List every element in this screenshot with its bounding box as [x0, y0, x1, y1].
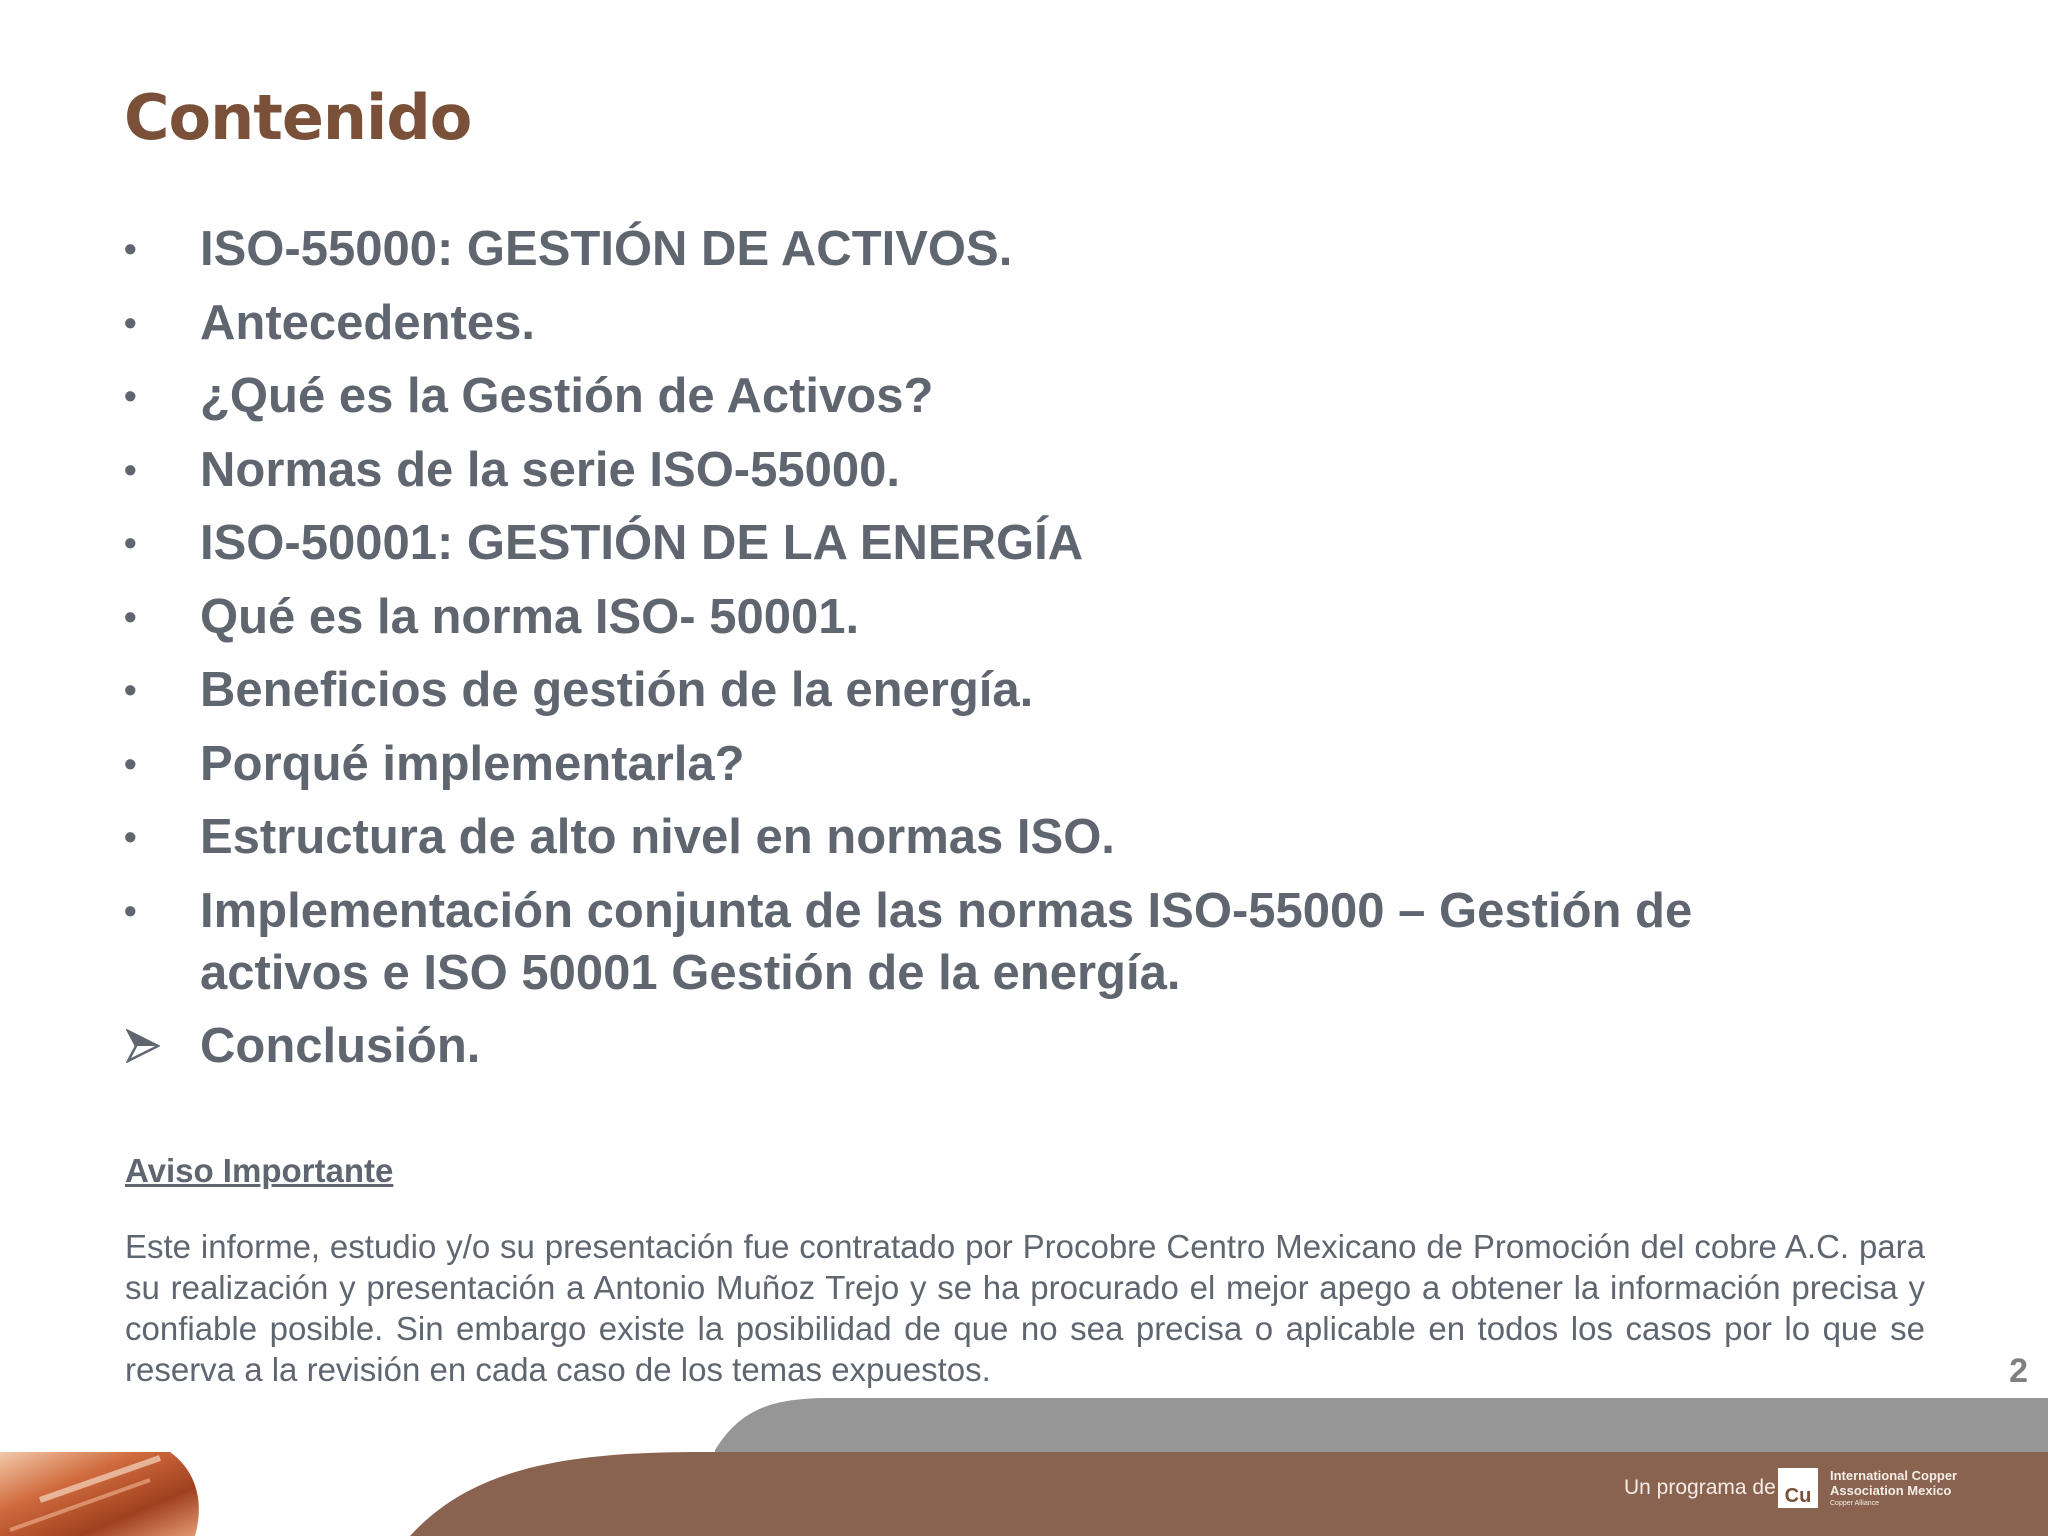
- list-item: [124, 292, 1944, 354]
- list-item-text: Qué es la norma ISO- 50001.: [200, 589, 860, 644]
- copper-logo-icon: Cu: [1778, 1468, 1818, 1508]
- list-item-text: Estructura de alto nivel en normas ISO.: [200, 810, 1115, 864]
- bullet-icon: •: [124, 228, 137, 269]
- list-item: [124, 439, 1944, 501]
- list-item-text: ISO-55000: GESTIÓN DE ACTIVOS.: [200, 222, 1013, 276]
- list-item-text: Implementación conjunta de las normas ISO-55000 – Gestión de activos e ISO 50001 Gestión de la energía.: [200, 883, 1693, 1000]
- list-item-text: Conclusión.: [200, 1019, 481, 1073]
- bullet-icon: •: [124, 742, 137, 784]
- notice-heading: Aviso Importante: [125, 1152, 394, 1189]
- list-item: [124, 880, 1944, 1004]
- bullet-icon: •: [124, 595, 137, 637]
- notice-body: Este informe, estudio y/o su presentación fue contratado por Procobre Centro Mexicano de Promoción del cobre A.C. para su realización y presentación a Antonio Muñoz Trejo y se ha procurado el mejor apego a obtener la información precisa y confiable posible. Sin embargo existe la posibilidad de que no sea precisa o aplicable en todos los casos por lo que se reserva a la revisión en cada caso de los temas expuestos.: [125, 1228, 1925, 1388]
- bullet-icon: •: [124, 669, 137, 710]
- list-item-conclusion: [124, 1015, 1944, 1077]
- list-item-text: Beneficios de gestión de la energía.: [200, 663, 1034, 717]
- bullet-icon: •: [124, 816, 137, 857]
- list-item: [124, 659, 1944, 721]
- list-item: [124, 365, 1944, 427]
- bullet-icon: •: [124, 889, 137, 931]
- list-item: [124, 586, 1944, 648]
- list-item-text: ISO-50001: GESTIÓN DE LA ENERGÍA: [200, 516, 1084, 570]
- logo-subtitle: Copper Alliance: [1830, 1500, 1880, 1507]
- arrow-bullet-icon: [124, 1015, 200, 1077]
- logo-name: International Copper Association Mexico: [1830, 1468, 1958, 1498]
- footer-decoration: [0, 1380, 2048, 1536]
- important-notice: [125, 1150, 1925, 1390]
- list-item: [124, 806, 1944, 868]
- list-item-text: ¿Qué es la Gestión de Activos?: [200, 369, 934, 423]
- contents-list: [124, 218, 1944, 1089]
- list-item-text: Porqué implementarla?: [200, 736, 745, 791]
- footer-program-text: Un programa de: [1624, 1476, 1776, 1499]
- page-number: 2: [2009, 1352, 2028, 1390]
- bullet-icon: •: [124, 448, 137, 490]
- list-item-text: Normas de la serie ISO-55000.: [200, 442, 900, 497]
- list-item: [124, 512, 1944, 574]
- bullet-icon: •: [124, 301, 137, 343]
- list-item: [124, 733, 1944, 795]
- list-item: [124, 218, 1944, 280]
- bullet-icon: •: [124, 375, 137, 416]
- bullet-icon: •: [124, 522, 137, 563]
- list-item-text: Antecedentes.: [200, 295, 535, 350]
- slide-title: Contenido: [124, 81, 472, 154]
